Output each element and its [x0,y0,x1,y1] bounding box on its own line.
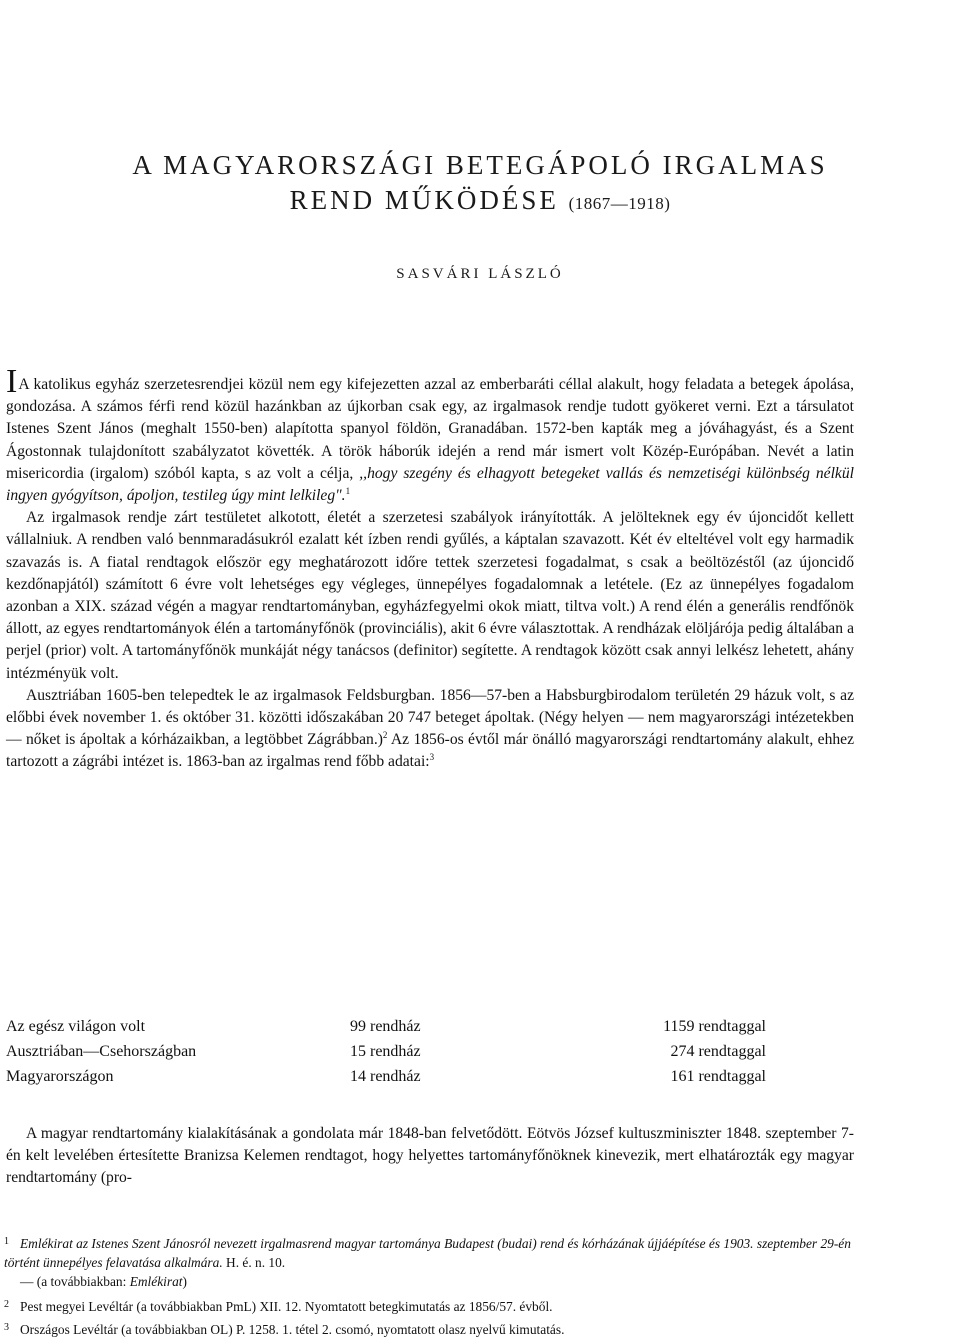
footnote-ref-3[interactable]: 3 [429,752,435,763]
table-cell-region: Magyarországon [6,1068,114,1085]
paragraph-4: A magyar rendtartomány kialakításának a gondolata már 1848-ban felvetődött. Eötvös József kultuszminiszter 1848. szeptember 7-én kelt levelében értesítette Branizsa Kelemen rendtagot, hogy helyettes tartományfőnöknek kinevezik, mert elhatározták egy magyar rendtartomány (pro- [6,1125,854,1187]
table-cell-houses: 99 rendház [350,1018,421,1035]
table-row [6,1068,854,1093]
footnote-2 [4,1295,854,1316]
table-row [6,1043,854,1068]
article-author: SASVÁRI LÁSZLÓ [396,266,564,282]
paragraph-1 [6,363,854,507]
footnote-number: 2 [4,1299,9,1310]
paragraph-3 [6,685,854,774]
footnote-3-text: Országos Levéltár (a továbbiakban OL) P. 1258. 1. tétel 2. csomó, nyomtatott olasz nyelvű kimutatás. [20,1322,565,1337]
article-title-rest: REND MŰKÖDÉSE [289,185,559,215]
statistics-table [6,1018,854,1093]
footnote-1-cont-italic: Emlékirat [129,1274,183,1289]
table-cell-region: Az egész világon volt [6,1018,146,1035]
footnote-ref-1[interactable]: 1 [345,486,351,497]
footnote-1-cont-plain: — (a továbbiakban: [20,1274,130,1289]
article-title-line-2 [0,185,960,216]
table-cell-region: Ausztriában—Csehországban [6,1043,197,1060]
article-title-line-1: A MAGYARORSZÁGI BETEGÁPOLÓ IRGALMAS [132,150,828,180]
paragraph-1-text: A katolikus egyház szerzetesrendjei közül nem egy kifejezetten azzal az emberbaráti céllal alakult, hogy feladata a betegek ápolása, gondozása. A számos férfi rend közül hazánkban az újkorban csak egy, az irgalmasok rendje tudott gyökeret verni. Ezt a társulatot Istenes Szent János (meghalt 1550-ben) alapította spanyol földön, Granadában. 1572-ben kapták meg a jóváhagyást, és a Szent Ágostonnak tulajdonított szabályzatot követték. A török háborúk idején a rend már ismert volt Közép-Európában. Nevét a latin misericordia (irgalom) szóból kapta, s az volt a célja, [6,376,854,482]
article-body-continued [6,1123,854,1190]
table-row [6,1018,854,1043]
footnote-1-continuation [4,1272,854,1291]
paragraph-3-text-a: Ausztriában 1605-ben telepedtek le az irgalmasok Feldsburgban. 1856—57-ben a Habsburgbirodalom területén 29 házuk volt, s az előbbi évek november 1. és október 31. közötti időszakában 20 747 beteget ápoltak. (Négy helyen — nem magyarországi intézetekben — nőket is ápoltak a kórházaikban, a legtöbbet Zágrábban.) [6,686,854,749]
article-body [6,363,855,774]
footnote-3 [4,1318,854,1339]
footnote-1-cont-end: ) [182,1274,187,1289]
footnote-1 [4,1232,854,1291]
table-cell-members: 1159 rendtaggal [663,1018,766,1035]
footnote-1-italic: Emlékirat az Istenes Szent Jánosról nevezett irgalmasrend magyar tartománya Budapest (budai) rend és kórházának újjáépítése és 1903. szeptember 29-én történt ünnepélyes felavatása alkalmára. [4,1236,851,1270]
paragraph-2: Az irgalmasok rendje zárt testületet alkotott, életét a szerzetesi szabályok irányították. A jelölteknek egy év újoncidőt kellett vállalniuk. A rendben való bennmaradásukról ezalatt két ízben rendi gyűlés, a káptalan szavazott. Két év elteltével volt egy harmadik szavazás is. A fiatal rendtagok először egy meghatározott időre tettek szerzetesi fogadalmat, s csak a beöltözéstől (az újoncidő kezdőnapjától) számított 6 évre volt lehetséges egy végleges, ünnepélyes fogadalomnak a letétele. (Ez az ünnepélyes fogadalom azonban a XIX. század végén a magyar rendtartományban, egyházfegyelmi okok miatt, tiltva volt.) A rend élén a generális rendfőnök állott, az egyes rendtartományok élén a tartományfőnök (provinciális), akit 6 évre választottak. A rendházak elöljárója pedig általában a perjel (prior) volt. A tartományfőnök munkáját négy tanácsos (definitor) segítette. A rendtagok között csak annyi lelkész lehetett, ahány intézményük volt. [6,509,854,682]
footnote-1-plain: H. é. n. 10. [222,1255,286,1270]
footnote-number: 1 [4,1236,9,1247]
footnote-ref-2[interactable]: 2 [382,730,388,741]
table-cell-members: 161 rendtaggal [670,1068,766,1085]
drop-cap: I [6,363,18,400]
article-years: (1867—1918) [568,194,671,213]
table-cell-houses: 14 rendház [350,1068,421,1085]
footnote-2-text: Pest megyei Levéltár (a továbbiakban PmL) XII. 12. Nyomtatott betegkimutatás az 1856/57. évből. [20,1299,553,1314]
table-cell-members: 274 rendtaggal [670,1043,766,1060]
paragraph-1-quote: ,,hogy szegény és elhagyott betegeket vallás és nemzetiségi különbség nélkül ingyen gyógyítson, ápoljon, testileg úgy mint lelkileg". [6,464,854,505]
footnote-number: 3 [4,1322,9,1333]
paragraph-3-text-b: Az 1856-os évtől már önálló magyarországi rendtartomány alakult, ehhez tartozott a zágrábi intézet is. 1863-ban az irgalmas rend főbb adatai: [6,731,855,771]
table-cell-houses: 15 rendház [350,1043,421,1060]
